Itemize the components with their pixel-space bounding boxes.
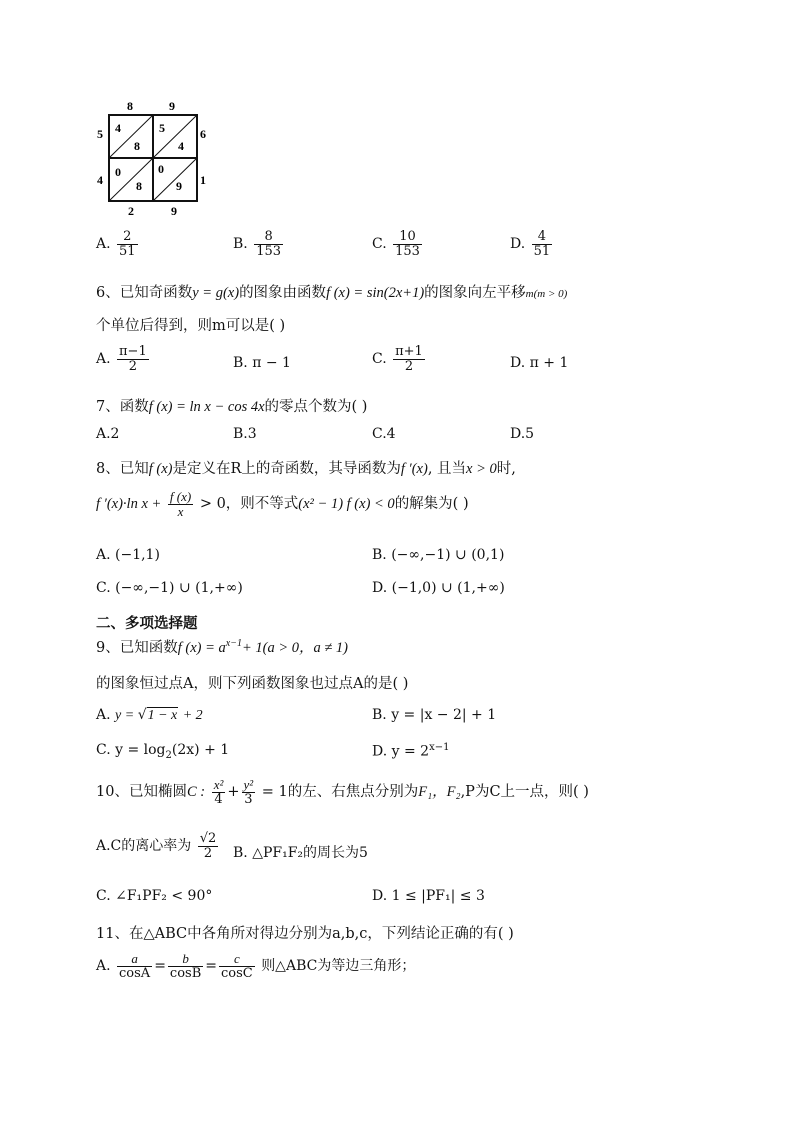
grid-cell-digit: 9 xyxy=(176,179,182,193)
fraction: $\frac{10}{153}$ xyxy=(395,229,420,259)
q10-option-d[interactable]: D. 1 ≤ |PF₁| ≤ 3 xyxy=(372,888,485,904)
q10-option-b[interactable]: B. △PF₁F₂的周长为5 xyxy=(233,845,368,861)
q7-option-c[interactable]: C.4 xyxy=(372,426,396,442)
grid-right-label: 1 xyxy=(200,173,206,187)
fraction: $\frac{\text{x²}}{4}$ xyxy=(213,777,224,807)
grid-left-label: 5 xyxy=(97,127,103,141)
grid-cell-digit: 5 xyxy=(159,121,165,135)
grid-left-label: 4 xyxy=(97,173,103,187)
q6-option-a[interactable]: A. $\frac{\pi-1}{2}$ xyxy=(96,344,147,374)
q5-option-c[interactable]: C. $\frac{10}{153}$ xyxy=(372,229,420,259)
grid-cell-digit: 8 xyxy=(136,179,142,193)
section-heading: 二、多项选择题 xyxy=(96,616,198,632)
q6-option-b[interactable]: B. π − 1 xyxy=(233,355,291,371)
fraction: $\frac{b}{\cos B}$ xyxy=(169,951,202,981)
grid-cell-digit: 8 xyxy=(134,139,140,153)
q10-option-c[interactable]: C. ∠F₁PF₂ < 90° xyxy=(96,888,213,904)
q11-option-a[interactable]: A. $\frac{a}{\cos A}$ = $\frac{b}{\cos B}$ = $\frac{c}{\cos C}$ 则△ABC为等边三角形； xyxy=(96,951,416,981)
fraction: $\frac{√2}{2}$ xyxy=(199,831,217,861)
q8-option-a[interactable]: A. (−1,1) xyxy=(96,547,160,563)
q8-stem-line1: 8、已知f (x)是定义在R上的奇函数，其导函数为f ′(x), 且当x > 0时, xyxy=(96,461,516,477)
fraction: $\frac{a}{\cos A}$ xyxy=(119,951,151,981)
q9-stem-line2: 的图象恒过点A，则下列函数图象也过点A的是( ) xyxy=(96,676,409,692)
grid-right-label: 6 xyxy=(200,127,206,141)
grid-cell-digit: 4 xyxy=(115,121,121,135)
fraction: $\frac{f (x)}{x}$ xyxy=(169,489,192,519)
fraction: $\frac{c}{\cos C}$ xyxy=(221,951,253,981)
q9-option-b[interactable]: B. y = |x − 2| + 1 xyxy=(372,707,497,723)
q7-option-a[interactable]: A.2 xyxy=(96,426,120,442)
grid-top-label: 8 xyxy=(127,99,133,113)
q5-option-b[interactable]: B. $\frac{8}{153}$ xyxy=(233,229,282,259)
grid-bottom-label: 9 xyxy=(171,204,177,218)
q7-stem: 7、函数f (x) = ln x − cos 4x的零点个数为( ) xyxy=(96,399,368,415)
q9-option-a[interactable]: A. y = √1 − x + 2 xyxy=(96,707,203,723)
fraction: $\frac{8}{153}$ xyxy=(256,229,282,259)
q8-option-b[interactable]: B. (−∞,−1) ∪ (0,1) xyxy=(372,547,505,563)
q9-stem-line1: 9、已知函数f $(x) = a^{x-1}+ 1(a > 0$，a ≠ 1) xyxy=(96,638,349,656)
q8-option-c[interactable]: C. (−∞,−1) ∪ (1,+∞) xyxy=(96,580,243,596)
q7-option-b[interactable]: B.3 xyxy=(233,426,257,442)
lattice-multiplication-figure xyxy=(92,96,212,220)
q7-option-d[interactable]: D.5 xyxy=(510,426,535,442)
q10-stem: 10、已知椭圆C : $\frac{\text{x²}}{4}$ + $\frac{\text{y²}}{3}$ = 1的左、右焦点分别为F₁，F₂,P为C上一点，则( ) xyxy=(96,777,589,807)
grid-bottom-label: 2 xyxy=(128,204,134,218)
q6-stem-line2: 个单位后得到，则m可以是( ) xyxy=(96,318,286,334)
grid-cell-digit: 4 xyxy=(178,139,184,153)
fraction: $\frac{4}{51}$ xyxy=(533,229,551,259)
fraction: $\frac{2}{51}$ xyxy=(119,229,136,259)
q9-option-c[interactable]: C. $y = \log_2(2x) + 1$ xyxy=(96,742,230,761)
grid-top-label: 9 xyxy=(169,99,175,113)
fraction: $\frac{\pi-1}{2}$ xyxy=(119,344,147,374)
grid-cell-digit: 0 xyxy=(158,162,164,176)
q8-stem-line2: f ′(x)·ln x + $\frac{f (x)}{x}$ > 0，则不等式(x² − 1) f (x) < 0的解集为( ) xyxy=(96,489,469,519)
q11-stem: 11、在△ABC中各角所对得边分别为a,b,c，下列结论正确的有( ) xyxy=(96,926,514,942)
fraction: $\frac{\pi+1}{2}$ xyxy=(395,344,423,374)
q6-option-d[interactable]: D. π + 1 xyxy=(510,355,569,371)
q5-option-a[interactable]: A. $\frac{2}{51}$ xyxy=(96,229,136,259)
fraction: $\frac{\text{y²}}{3}$ xyxy=(243,777,254,807)
q5-option-d[interactable]: D. $\frac{4}{51}$ xyxy=(510,229,551,259)
grid-cell-digit: 0 xyxy=(115,165,121,179)
q6-stem-line1: 6、已知奇函数y = g(x)的图象由函数f (x) = sin(2x+1)的图象向左平移m(m > 0) xyxy=(96,285,568,301)
q8-option-d[interactable]: D. (−1,0) ∪ (1,+∞) xyxy=(372,580,505,596)
q6-option-c[interactable]: C. $\frac{\pi+1}{2}$ xyxy=(372,344,423,374)
q10-option-a[interactable]: A.C的离心率为 $\frac{√2}{2}$ xyxy=(96,831,217,861)
q9-option-d[interactable]: D. $y = 2^{x-1}$ xyxy=(372,742,450,760)
